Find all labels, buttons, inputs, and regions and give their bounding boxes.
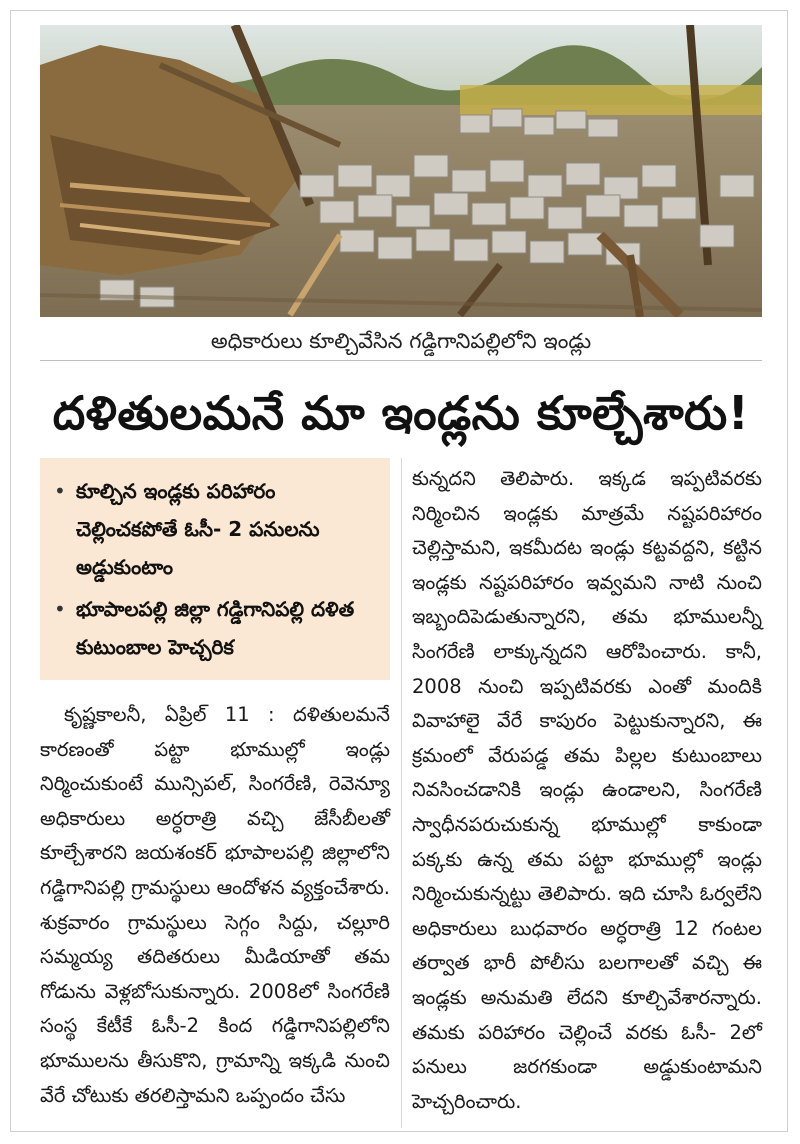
highlight-text: కూల్చిన ఇండ్లకు పరిహారం చెల్లించకపోతే ఓసీ- 2 పనులను అడ్డుకుంటాం xyxy=(76,479,320,579)
body-column-left: కృష్ణకాలనీ, ఏప్రిల్ 11 : దళితులమనే కారణంతో పట్టా భూముల్లో ఇండ్లు నిర్మించుకుంటే మున్సిపల్, సింగరేణి, రెవెన్యూ అధికారులు అర్ధరాత్రి వచ్చి జేసీబీలతో కూల్చేశారని జయశంకర్ భూపాలపల్లి జిల్లాలోని గడ్డిగానిపల్లి గ్రామస్థులు ఆందోళన వ్యక్తంచేశారు. శుక్రవారం గ్రామస్థులు సెగ్గం సిద్దు, చల్లూరి సమ్మయ్య తదితరులు మీడియాతో తమ గోడును వెళ్లబోసుకున్నారు. 2008లో సింగరేణి సంస్థ కేటీకే ఓసీ-2 కింద గడ్డిగానిపల్లిలోని భూములను తీసుకొని, గ్రామాన్ని ఇక్కడి నుంచి వేరే చోటుకు తరలిస్తామని ఒప్పందం చేసు xyxy=(40,703,390,1107)
highlight-item xyxy=(54,472,378,586)
column-divider xyxy=(401,458,402,1128)
highlights-box xyxy=(40,458,390,680)
bullet-icon: • xyxy=(54,597,66,621)
highlight-text: భూపాలపల్లి జిల్లా గడ్డిగానిపల్లి దళిత కుటుంబాల హెచ్చరిక xyxy=(76,597,355,659)
headline: దళితులమనే మా ఇండ్లను కూల్చేశారు! xyxy=(52,386,750,440)
highlight-item xyxy=(54,590,378,666)
demolished-houses-photo xyxy=(40,25,762,317)
body-column-right: కున్నదని తెలిపారు. ఇక్కడ ఇప్పటివరకు నిర్మించిన ఇండ్లకు మాత్రమే నష్టపరిహారం చెల్లిస్తామని, ఇకమీదట ఇండ్లు కట్టవద్దని, కట్టిన ఇండ్లకు నష్టపరిహారం ఇవ్వమని నాటి నుంచి ఇబ్బందిపెడుతున్నారని, తమ భూములన్నీ సింగరేణి లాక్కున్నదని ఆరోపించారు. కానీ, 2008 నుంచి ఇప్పటివరకు ఎంతో మందికి వివాహాలై వేరే కాపురం పెట్టుకున్నారని, ఈ క్రమంలో వేరుపడ్డ తమ పిల్లల కుటుంబాలు నివసించడానికి ఇండ్లు ఉండాలని, సింగరేణి స్వాధీనపరుచుకున్న భూముల్లో కాకుండా పక్కకు ఉన్న తమ పట్టా భూముల్లో ఇండ్లు నిర్మించుకున్నట్టు తెలిపారు. ఇది చూసి ఓర్వలేని అధికారులు బుధవారం అర్ధరాత్రి 12 గంటల తర్వాత భారీ పోలీసు బలగాలతో వచ్చి ఈ ఇండ్లకు అనుమతి లేదని కూల్చివేశారన్నారు. తమకు పరిహారం చెల్లించే వరకు ఓసీ- 2లో పనులు జరగకుండా అడ్డుకుంటామని హెచ్చరించారు. xyxy=(412,467,762,1113)
bullet-icon: • xyxy=(54,479,66,503)
photo-caption: అధికారులు కూల్చివేసిన గడ్డిగానిపల్లిలోని ఇండ్లు xyxy=(210,329,592,353)
caption-divider xyxy=(40,360,762,361)
